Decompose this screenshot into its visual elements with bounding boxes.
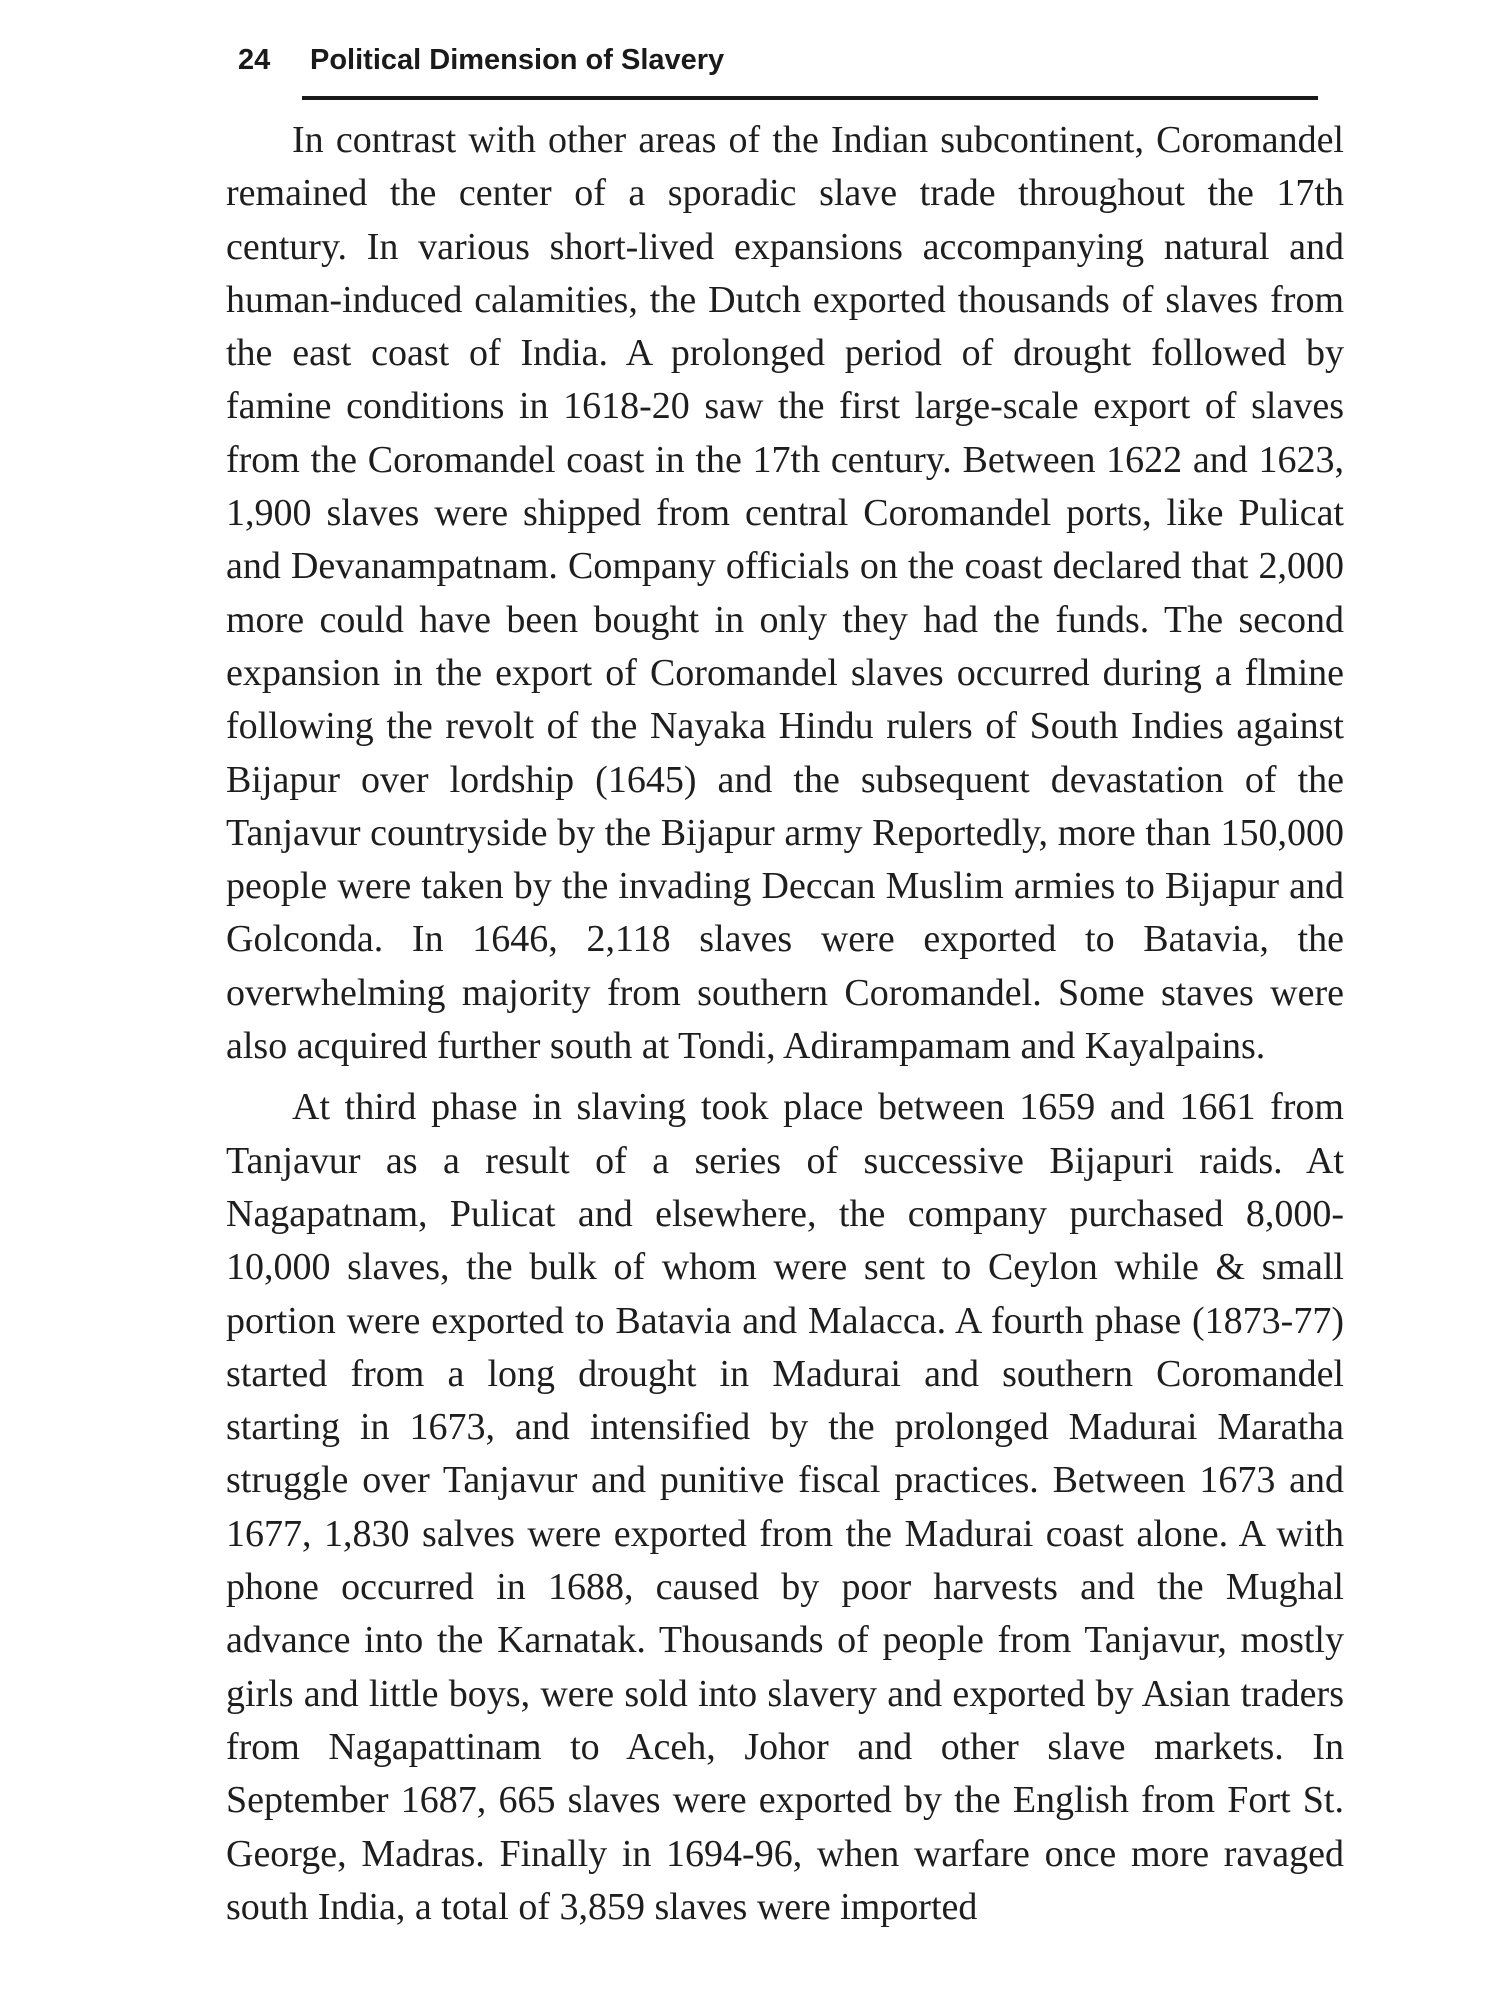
page-number: 24 <box>238 44 271 76</box>
body-text <box>226 114 1344 1934</box>
paragraph-2: At third phase in slaving took place between 1659 and 1661 from Tanjavur as a result of a series of successive Bijapuri raids. At Nagapatnam, Pulicat and elsewhere, the company purchased 8,000-10,000 slaves, the bulk of whom were sent to Ceylon while & small portion were exported to Batavia and Malacca. A fourth phase (1873-77) started from a long drought in Madurai and southern Coromandel starting in 1673, and intensified by the prolonged Madurai Maratha struggle over Tanjavur and punitive fiscal practices. Between 1673 and 1677, 1,830 salves were exported from the Madurai coast alone. A with phone occurred in 1688, caused by poor harvests and the Mughal advance into the Karnatak. Thousands of people from Tanjavur, mostly girls and little boys, were sold into slavery and exported by Asian traders from Nagapattinam to Aceh, Johor and other slave markets. In September 1687, 665 slaves were exported by the English from Fort St. George, Madras. Finally in 1694-96, when warfare once more ravaged south India, a total of 3,859 slaves were imported <box>226 1086 1344 1928</box>
running-head <box>238 44 1318 90</box>
running-title: Political Dimension of Slavery <box>310 44 725 76</box>
header-rule <box>302 96 1318 100</box>
paragraph-1: In contrast with other areas of the Indian subcontinent, Coromandel remained the center of a sporadic slave trade throughout the 17th century. In various short-lived expansions accompanying natural and human-induced calamities, the Dutch exported thousands of slaves from the east coast of India. A prolonged period of drought followed by famine conditions in 1618-20 saw the first large-scale export of slaves from the Coromandel coast in the 17th century. Between 1622 and 1623, 1,900 slaves were shipped from central Coromandel ports, like Pulicat and Devanampatnam. Company officials on the coast declared that 2,000 more could have been bought in only they had the funds. The second expansion in the export of Coromandel slaves occurred during a flmine following the revolt of the Nayaka Hindu rulers of South Indies against Bijapur over lordship (1645) and the subsequent devastation of the Tanjavur countryside by the Bijapur army Reportedly, more than 150,000 people were taken by the invading Deccan Muslim armies to Bijapur and Golconda. In 1646, 2,118 slaves were exported to Batavia, the overwhelming majority from southern Coromandel. Some staves were also acquired further south at Tondi, Adirampamam and Kayalpains. <box>226 119 1344 1068</box>
